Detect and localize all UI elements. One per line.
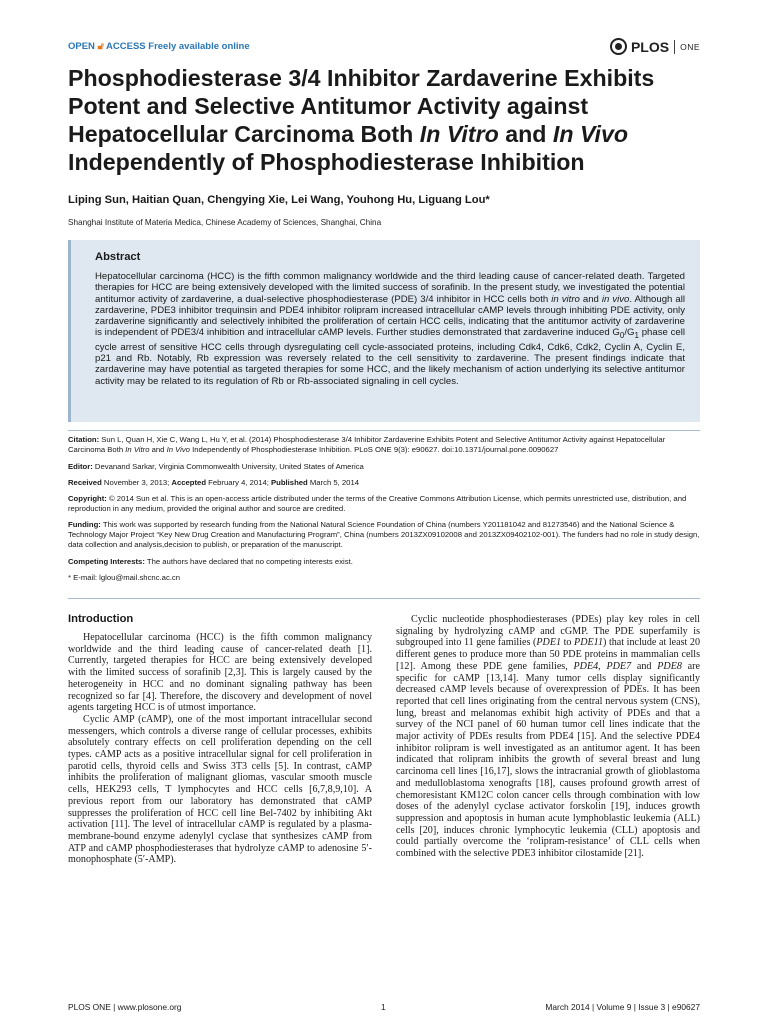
article-title — [68, 64, 708, 176]
abstract-text — [95, 271, 685, 387]
introduction-heading: Introduction — [68, 613, 134, 625]
editor-name: Devanand Sarkar, Virginia Commonwealth University, United States of America — [92, 462, 364, 471]
right-column — [396, 614, 700, 860]
abstract-subscript: 0 — [619, 331, 625, 341]
funding — [68, 520, 700, 551]
affiliation: Shanghai Institute of Materia Medica, Chinese Academy of Sciences, Shanghai, China — [68, 218, 382, 227]
lock-icon: 🔓︎ — [97, 41, 104, 52]
footer-journal-url: PLOS ONE | www.plosone.org — [68, 1002, 182, 1012]
abstract-part: /G — [624, 327, 635, 339]
intro-paragraph-1: Hepatocellular carcinoma (HCC) is the fifth common malignancy worldwide and the third leading cause of cancer-related death [1]. Currently, targeted therapies for HCC are being extensively developed with the limited success of sorafinib [2,3]. This is largely caused by the heterogeneity in HCC and no dominant signaling pathway has been recognized so far [4]. Therefore, the discovery and development of novel agents targeting HCC is of utmost importance. — [68, 632, 372, 714]
abstract-heading: Abstract — [95, 251, 141, 263]
access-label: ACCESS — [106, 41, 146, 52]
editor — [68, 462, 700, 472]
page-number: 1 — [381, 1002, 386, 1012]
funding-label: Funding: — [68, 520, 101, 529]
citation-part: Sun L, Quan H, Xie C, Wang L, Hu Y, et al. (2014) Phosphodiesterase 3/4 Inhibitor Zardaverine Exhibits Potent and Selective Antitumor Activity against Hepatocellular Carcinoma Both — [68, 435, 666, 455]
title-part: Independently of Phosphodiesterase Inhibition — [68, 149, 585, 175]
copyright — [68, 494, 700, 514]
gene-name: PDE11 — [574, 637, 604, 649]
title-italic: In Vivo — [552, 121, 629, 147]
citation — [68, 435, 700, 455]
citation-part: and — [149, 445, 167, 455]
footer-issue-info: March 2014 | Volume 9 | Issue 3 | e90627 — [545, 1002, 700, 1012]
editor-label: Editor: — [68, 462, 93, 471]
corresponding-email: * E-mail: lglou@mail.shcnc.ac.cn — [68, 573, 181, 582]
paragraph-part: to — [561, 637, 575, 649]
abstract-part: phase cell cycle arrest of sensitive HCC cells through dysregulating cell cycle-associated proteins, including Cdk4, Cdk6, Cdk2, Cyclin A, Cyclin E, p21 and Rb. Notably, Rb expression was reversely related to the cell sensitivity to zardaverine. The present findings indicate that zardaverine may have potential as targeted therapies for some HCC, and the likely mechanism of action underlying its selective antitumor activity may be related to its regulation of Rb or Rb-associated signaling in cell cycles. — [95, 327, 685, 387]
author-list: Liping Sun, Haitian Quan, Chengying Xie, Lei Wang, Youhong Hu, Liguang Lou* — [68, 194, 490, 206]
gene-name: PDE4, PDE7 — [573, 660, 632, 672]
freely-available-label: Freely available online — [148, 41, 250, 52]
gene-name: PDE1 — [536, 637, 562, 649]
accepted-label: Accepted — [171, 478, 207, 487]
title-italic: In Vitro — [419, 121, 499, 147]
accepted-date: February 4, 2014; — [206, 478, 271, 487]
title-part: and — [498, 121, 553, 147]
abstract-part: . Although all zardaverine, PDE3 inhibitor trequinsin and PDE4 inhibitor rolipram increased intracellular cAMP levels through inhibiting PDE activity, only zardaverine significantly and selectively inhibited the proliferation of certain HCC cells, indicating that the antitumor activity of zardaverine is independent of PDE3/4 inhibition and intracellular cAMP levels. Further studies demonstrated that zardaverine induced G — [95, 293, 685, 339]
abstract-italic: in vivo — [601, 293, 630, 305]
competing-label: Competing Interests: — [68, 557, 145, 566]
divider — [68, 430, 700, 431]
published-date: March 5, 2014 — [307, 478, 360, 487]
left-column — [68, 632, 372, 866]
paragraph-part: ) that include at least 20 different genes to produce more than 50 PDE proteins in mammalian cells [12]. Among these PDE gene families, — [396, 637, 700, 672]
competing-text: The authors have declared that no competing interests exist. — [144, 557, 353, 566]
copyright-label: Copyright: — [68, 494, 107, 503]
gene-name: PDE8 — [657, 660, 682, 672]
citation-label: Citation: — [68, 435, 100, 444]
intro-paragraph-3 — [396, 614, 700, 860]
abstract-italic: in vitro — [551, 293, 580, 305]
one-wordmark: ONE — [680, 41, 700, 52]
plos-wordmark: PLOS — [630, 38, 670, 55]
title-part: Phosphodiesterase 3/4 Inhibitor Zardaverine Exhibits Potent and Selective Antitumor Activity against Hepatocellular Carcinoma Both — [68, 65, 655, 147]
copyright-text: © 2014 Sun et al. This is an open-access article distributed under the terms of the Creative Commons Attribution License, which permits unrestricted use, distribution, and reproduction in any medium, provided the original author and source are credited. — [68, 494, 687, 514]
paragraph-part: Cyclic nucleotide phosphodiesterases (PDEs) play key roles in cell signaling by hydrolyzing cAMP and cGMP. The PDE superfamily is subgrouped into 11 gene families ( — [396, 614, 700, 649]
funding-text: This work was supported by research funding from the National Natural Science Foundation of China (numbers Y201181042 and 81273546) and the National Science & Technology Major Project “Key New Drug Creation and Manufacturing Program”, China (numbers 2013ZX09102008 and 2013ZX09402102-001). The funders had no role in study design, data collection and analysis,decision to publish, or preparation of the manuscript. — [68, 520, 700, 550]
article-dates — [68, 478, 700, 488]
paragraph-part: and — [631, 660, 658, 672]
journal-header — [68, 38, 700, 58]
citation-part: Independently of Phosphodiesterase Inhibition. PLoS ONE 9(3): e90627. doi:10.1371/journal.pone.0090627 — [189, 445, 559, 455]
citation-italic: In Vitro — [125, 445, 150, 455]
intro-paragraph-2: Cyclic AMP (cAMP), one of the most important intracellular second messengers, which controls a diverse range of cellular processes, exhibits absolutely contrary effects on cell proliferation depending on the cell types. cAMP acts as a positive intracellular signal for cell proliferation in parotid cells, thyroid cells and Swiss 3T3 cells [5]. In contrast, cAMP inhibits the proliferation of malignant gliomas, vascular smooth muscle cells, HEK293 cells, T lymphocytes and HCC cells [6,7,8,9,10]. A previous report from our laboratory has demonstrated that cAMP suppresses the proliferation of HCC cell line Bel-7402 by inhibiting Akt activation [11]. The level of intracellular cAMP is regulated by a plasma-membrane-bound enzyme adenylyl cyclase that synthesizes cAMP from ATP and cAMP phosphodiesterases that hydrolyze cAMP to adenosine 5′-monophosphate (5′-AMP). — [68, 713, 372, 866]
logo-divider — [674, 40, 675, 54]
plos-one-logo — [610, 38, 700, 55]
open-label: OPEN — [68, 41, 95, 52]
competing-interests — [68, 557, 700, 567]
divider — [68, 598, 700, 599]
abstract-part: Hepatocellular carcinoma (HCC) is the fifth common malignancy worldwide and the third leading cause of cancer-related death. Targeted therapies for HCC are being extensively developed with the limited success of sorafinib. In the present study, we investigated the potential antitumor activity of zardaverine, a dual-selective phosphodiesterase (PDE) 3/4 inhibitor in HCC cells both — [95, 271, 685, 305]
paragraph-part: are specific for cAMP [13,14]. Many tumor cells display significantly decreased cAMP levels because of overexpression of PDEs. It has been reported that cell lines originating from the central nervous system (CNS), lung, breast and melanomas exhibit high activity of PDEs and that a survey of the NCI panel of 60 human tumor cell lines indicate that the major activity of PDEs results from PDE4 [15]. And the selective PDE4 inhibitor rolipram is well investigated as an antitumor agent. It has been indicated that rolipram inhibits the growth of several breast and lung carcinoma cell lines [16,17], slows the intracranial growth of glioblastoma and medulloblastoma xenografts [18], causes profound growth arrest of chemoresistant KM12C colon cancer cells through combination with low doses of the adenylyl cyclase activator forskolin [19], induces growth suppression and apoptosis in human acute lymphoblastic leukemia (ALL) cells [20], induces chronic lymphocytic leukemia (CLL) apoptosis and could partially overcome the ‘rolipram-resistance’ of CLL cells when combined with the selective PDE3 inhibitor cilostamide [21]. — [396, 660, 700, 860]
open-access-badge — [68, 41, 250, 52]
citation-italic: In Vivo — [166, 445, 190, 455]
abstract-box — [68, 240, 700, 422]
received-date: November 3, 2013; — [101, 478, 172, 487]
plos-logo-icon — [610, 38, 627, 55]
received-label: Received — [68, 478, 102, 487]
published-label: Published — [271, 478, 308, 487]
abstract-subscript: 1 — [634, 331, 639, 341]
abstract-part: and — [579, 293, 602, 305]
